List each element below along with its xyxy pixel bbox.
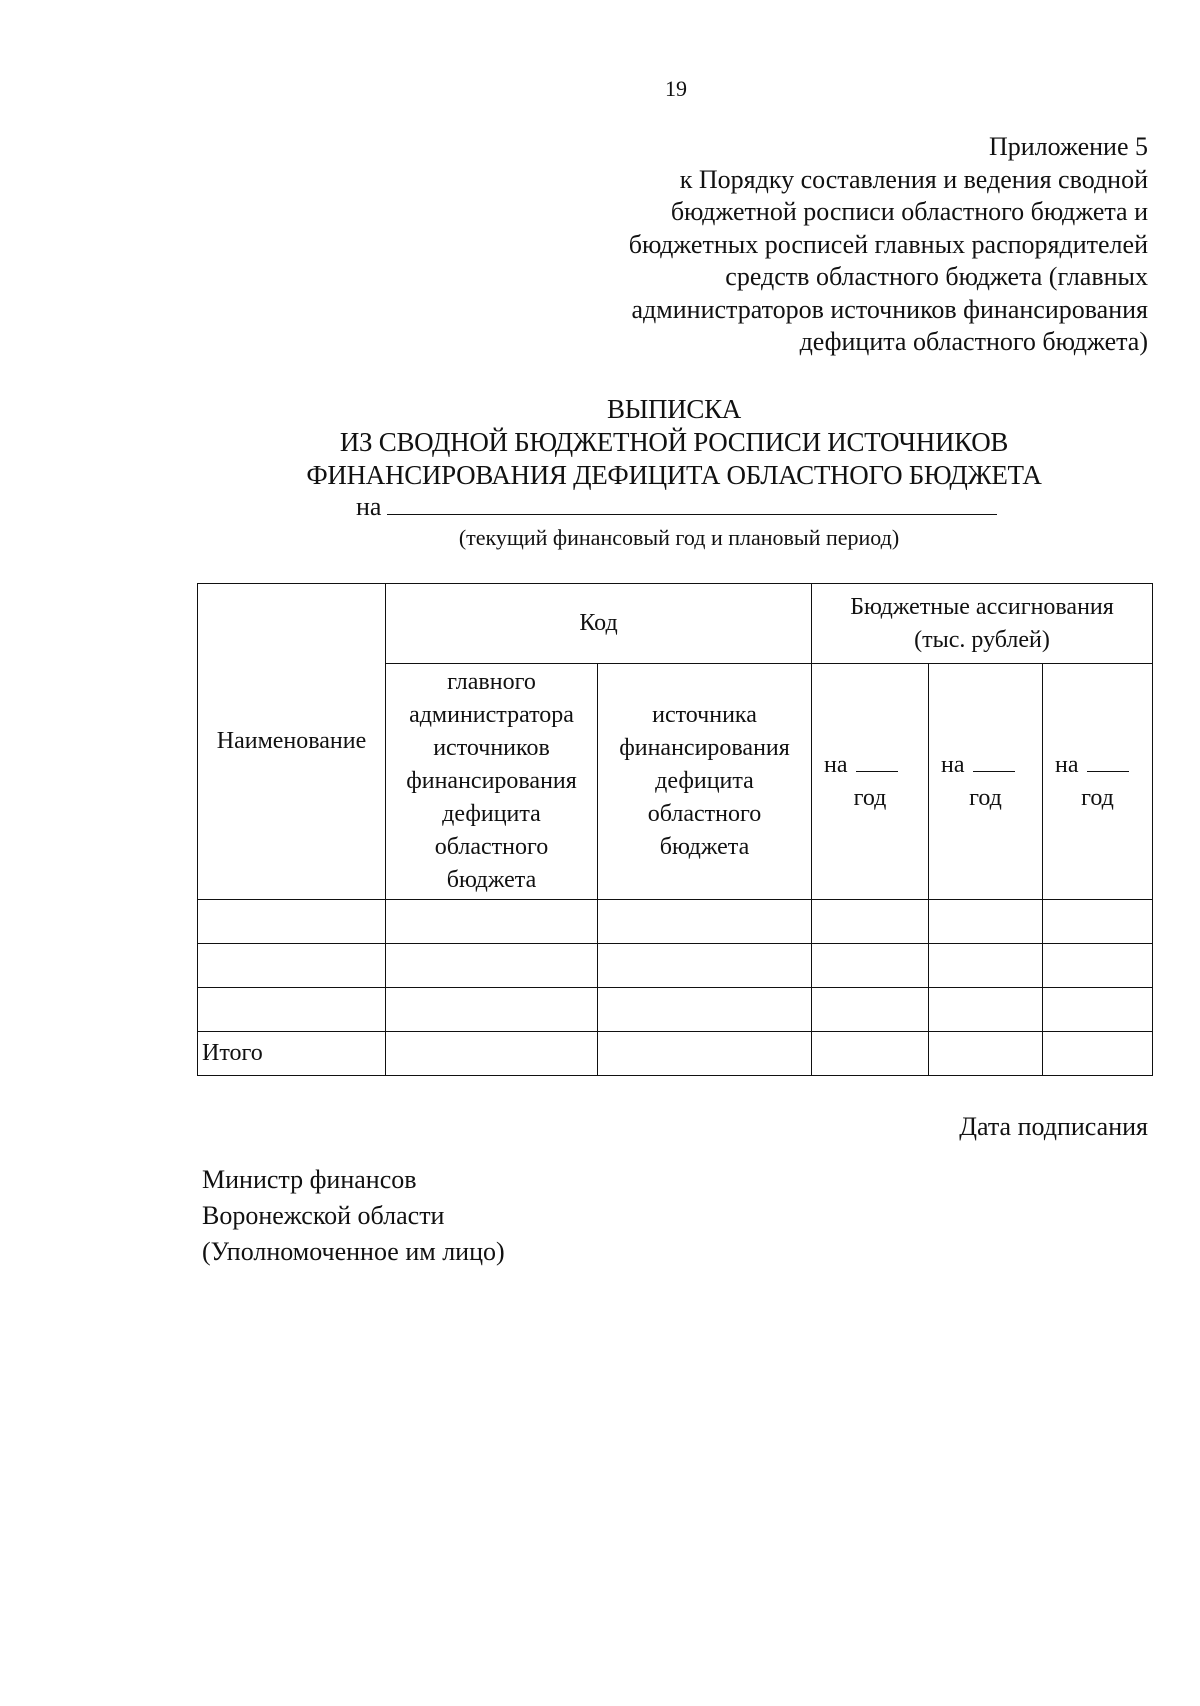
header-source-code-line: бюджета bbox=[659, 834, 750, 860]
table-cell bbox=[386, 988, 598, 1032]
table-row bbox=[198, 988, 1153, 1032]
table-cell bbox=[1043, 1032, 1153, 1076]
year-prefix: на bbox=[941, 751, 965, 778]
table-cell bbox=[929, 900, 1043, 944]
table-cell bbox=[598, 900, 812, 944]
signing-date-label: Дата подписания bbox=[959, 1112, 1148, 1141]
table-cell bbox=[812, 944, 929, 988]
header-admin-code-line: областного bbox=[434, 834, 549, 860]
table-cell bbox=[386, 900, 598, 944]
table-cell bbox=[812, 900, 929, 944]
header-year-3 bbox=[1043, 664, 1153, 900]
row-name-cell bbox=[198, 900, 386, 944]
table-cell bbox=[1043, 988, 1153, 1032]
signer-line: Воронежской области bbox=[202, 1201, 445, 1230]
header-admin-code bbox=[386, 664, 598, 900]
row-name-cell bbox=[198, 988, 386, 1032]
title-line: ВЫПИСКА bbox=[607, 394, 741, 424]
table-cell bbox=[929, 988, 1043, 1032]
table-cell bbox=[386, 944, 598, 988]
table-cell bbox=[598, 1032, 812, 1076]
year-blank-field bbox=[1087, 753, 1129, 772]
page-number: 19 bbox=[665, 76, 687, 101]
appendix-line: средств областного бюджета (главных bbox=[725, 262, 1148, 291]
header-name: Наименование bbox=[198, 584, 386, 900]
appendix-line: дефицита областного бюджета) bbox=[799, 327, 1148, 356]
budget-sources-table bbox=[197, 583, 1153, 1076]
header-admin-code-line: администратора bbox=[409, 702, 574, 728]
total-row bbox=[198, 1032, 1153, 1076]
document-title bbox=[0, 393, 1200, 492]
header-row bbox=[198, 584, 1153, 664]
table-cell bbox=[1043, 900, 1153, 944]
year-prefix: на bbox=[1055, 751, 1079, 778]
table-cell bbox=[598, 988, 812, 1032]
year-suffix: год bbox=[853, 784, 887, 811]
row-name-cell bbox=[198, 944, 386, 988]
year-suffix: год bbox=[1081, 784, 1114, 811]
table-row bbox=[198, 944, 1153, 988]
title-line: ИЗ СВОДНОЙ БЮДЖЕТНОЙ РОСПИСИ ИСТОЧНИКОВ bbox=[339, 427, 1009, 457]
period-blank-field bbox=[387, 492, 997, 515]
table-cell bbox=[598, 944, 812, 988]
header-source-code-line: дефицита bbox=[655, 768, 754, 794]
period-line bbox=[356, 492, 997, 522]
table-cell bbox=[386, 1032, 598, 1076]
header-admin-code-line: главного bbox=[447, 669, 536, 695]
header-admin-code-line: бюджета bbox=[446, 867, 537, 893]
header-admin-code-line: дефицита bbox=[442, 801, 541, 827]
header-year-2 bbox=[929, 664, 1043, 900]
header-source-code-line: финансирования bbox=[619, 735, 790, 761]
period-caption: (текущий финансовый год и плановый период) bbox=[458, 525, 900, 550]
period-prefix: на bbox=[356, 492, 382, 521]
header-source-code-line: источника bbox=[652, 702, 757, 728]
appendix-line: администраторов источников финансирования bbox=[631, 294, 1148, 324]
signer-line: (Уполномоченное им лицо) bbox=[202, 1237, 505, 1266]
header-source-code bbox=[598, 664, 812, 900]
header-year-1 bbox=[812, 664, 929, 900]
header-assignments-unit: (тыс. рублей) bbox=[914, 626, 1050, 653]
signer-line: Министр финансов bbox=[202, 1165, 417, 1194]
appendix-line: к Порядку составления и ведения сводной bbox=[679, 164, 1148, 194]
table-cell bbox=[929, 1032, 1043, 1076]
table-cell bbox=[812, 1032, 929, 1076]
header-assignments-title: Бюджетные ассигнования bbox=[850, 593, 1114, 620]
header-assignments bbox=[812, 584, 1153, 664]
header-admin-code-line: финансирования bbox=[406, 768, 577, 794]
year-suffix: год bbox=[969, 784, 1002, 811]
year-blank-field bbox=[973, 753, 1015, 772]
header-admin-code-line: источников bbox=[433, 735, 550, 761]
signer-block bbox=[202, 1162, 505, 1270]
year-blank-field bbox=[856, 753, 898, 772]
header-code: Код bbox=[386, 584, 812, 664]
header-source-code-line: областного bbox=[647, 801, 762, 827]
appendix-line: бюджетных росписей главных распорядителей bbox=[628, 229, 1148, 259]
year-prefix: на bbox=[824, 751, 848, 778]
appendix-line: Приложение 5 bbox=[988, 132, 1148, 161]
appendix-line: бюджетной росписи областного бюджета и bbox=[670, 197, 1148, 226]
title-line: ФИНАНСИРОВАНИЯ ДЕФИЦИТА ОБЛАСТНОГО БЮДЖЕТА bbox=[306, 460, 1042, 490]
table-row bbox=[198, 900, 1153, 944]
total-label: Итого bbox=[198, 1032, 386, 1076]
appendix-reference bbox=[528, 131, 1148, 359]
table-cell bbox=[1043, 944, 1153, 988]
table-cell bbox=[929, 944, 1043, 988]
table-cell bbox=[812, 988, 929, 1032]
